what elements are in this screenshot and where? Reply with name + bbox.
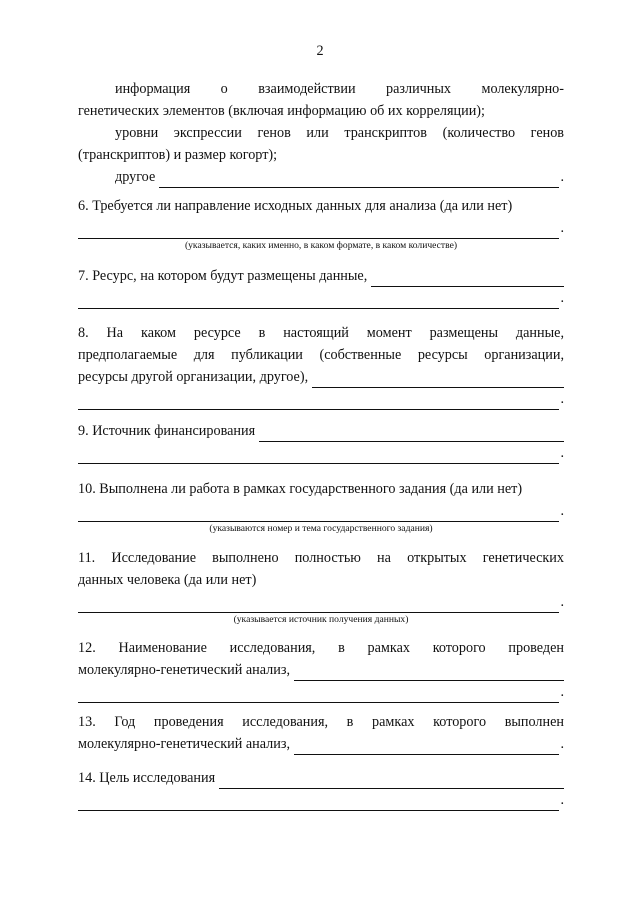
other-label: другое [115, 169, 156, 185]
question-9-answer-field-2[interactable] [78, 448, 559, 464]
question-10-answer-field[interactable] [78, 506, 559, 522]
question-14-label: 14. Цель исследования [78, 770, 216, 786]
page-number: 2 [316, 43, 324, 59]
question-14-answer-field[interactable] [219, 773, 564, 789]
question-10-hint: (указываются номер и тема государственного задания) [209, 523, 433, 534]
question-6-answer-field[interactable] [78, 223, 559, 239]
list-item-interactions-line1: информация о взаимодействии различных молекулярно- [115, 81, 564, 97]
question-8-label-line3: ресурсы другой организации, другое), [78, 369, 309, 385]
other-field[interactable] [159, 172, 559, 188]
question-12: 12. Наименование исследования, в рамках которого проведен молекулярно-генетический анализ, . [78, 637, 564, 703]
question-11-label-line2: данных человека (да или нет) [78, 572, 257, 588]
question-8: 8. На каком ресурсе в настоящий момент размещены данные, предполагаемые для публикации (собственные ресурсы организации, ресурсы другой организации, другое), . [78, 322, 564, 410]
question-14-answer-field-2[interactable] [78, 795, 559, 811]
question-13-answer-field[interactable] [294, 739, 559, 755]
question-11-answer-field[interactable] [78, 597, 559, 613]
question-9: 9. Источник финансирования . [78, 420, 564, 464]
list-item-expression-line1: уровни экспрессии генов или транскриптов (количество генов [115, 125, 564, 141]
question-8-label-line2: предполагаемые для публикации (собственные ресурсы организации, [78, 347, 564, 363]
list-item-other: другое . [78, 166, 564, 188]
question-8-answer-field-2[interactable] [78, 394, 559, 410]
question-6-label: 6. Требуется ли направление исходных данных для анализа (да или нет) [78, 198, 513, 214]
question-13: 13. Год проведения исследования, в рамках которого выполнен молекулярно-генетический анализ, . [78, 711, 564, 755]
question-8-label-line1: 8. На каком ресурсе в настоящий момент размещены данные, [78, 325, 564, 341]
question-12-label-line1: 12. Наименование исследования, в рамках которого проведен [78, 640, 564, 656]
question-11-label-line1: 11. Исследование выполнено полностью на открытых генетических [78, 550, 564, 566]
question-11-hint: (указывается источник получения данных) [233, 614, 409, 625]
question-13-label-line2: молекулярно-генетический анализ, [78, 736, 290, 752]
question-6: 6. Требуется ли направление исходных данных для анализа (да или нет) . (указывается, каких именно, в каком формате, в каком количестве) [78, 195, 564, 251]
question-6-hint: (указывается, каких именно, в каком формате, в каком количестве) [184, 240, 458, 251]
list-item-expression-line2: (транскриптов) и размер когорт); [78, 147, 278, 163]
question-10: 10. Выполнена ли работа в рамках государственного задания (да или нет) . (указываются номер и тема государственного задания) [78, 478, 564, 534]
question-8-answer-field[interactable] [312, 372, 564, 388]
question-13-label-line1: 13. Год проведения исследования, в рамках которого выполнен [78, 714, 564, 730]
question-12-label-line2: молекулярно-генетический анализ, [78, 662, 290, 678]
question-11: 11. Исследование выполнено полностью на открытых генетических данных человека (да или нет) . (указывается источник получения данных) [78, 547, 564, 625]
question-14: 14. Цель исследования . [78, 767, 564, 811]
question-9-label: 9. Источник финансирования [78, 423, 256, 439]
data-types-continuation [78, 78, 564, 188]
question-9-answer-field[interactable] [259, 426, 564, 442]
question-12-answer-field[interactable] [294, 665, 564, 681]
question-7-answer-field-2[interactable] [78, 293, 559, 309]
question-10-label: 10. Выполнена ли работа в рамках государственного задания (да или нет) [78, 481, 523, 497]
question-7-answer-field[interactable] [371, 271, 564, 287]
question-7-label: 7. Ресурс, на котором будут размещены данные, [78, 268, 368, 284]
question-7: 7. Ресурс, на котором будут размещены данные, . [78, 265, 564, 309]
list-item-interactions-line2: генетических элементов (включая информацию об их корреляции); [78, 103, 485, 119]
question-12-answer-field-2[interactable] [78, 687, 559, 703]
